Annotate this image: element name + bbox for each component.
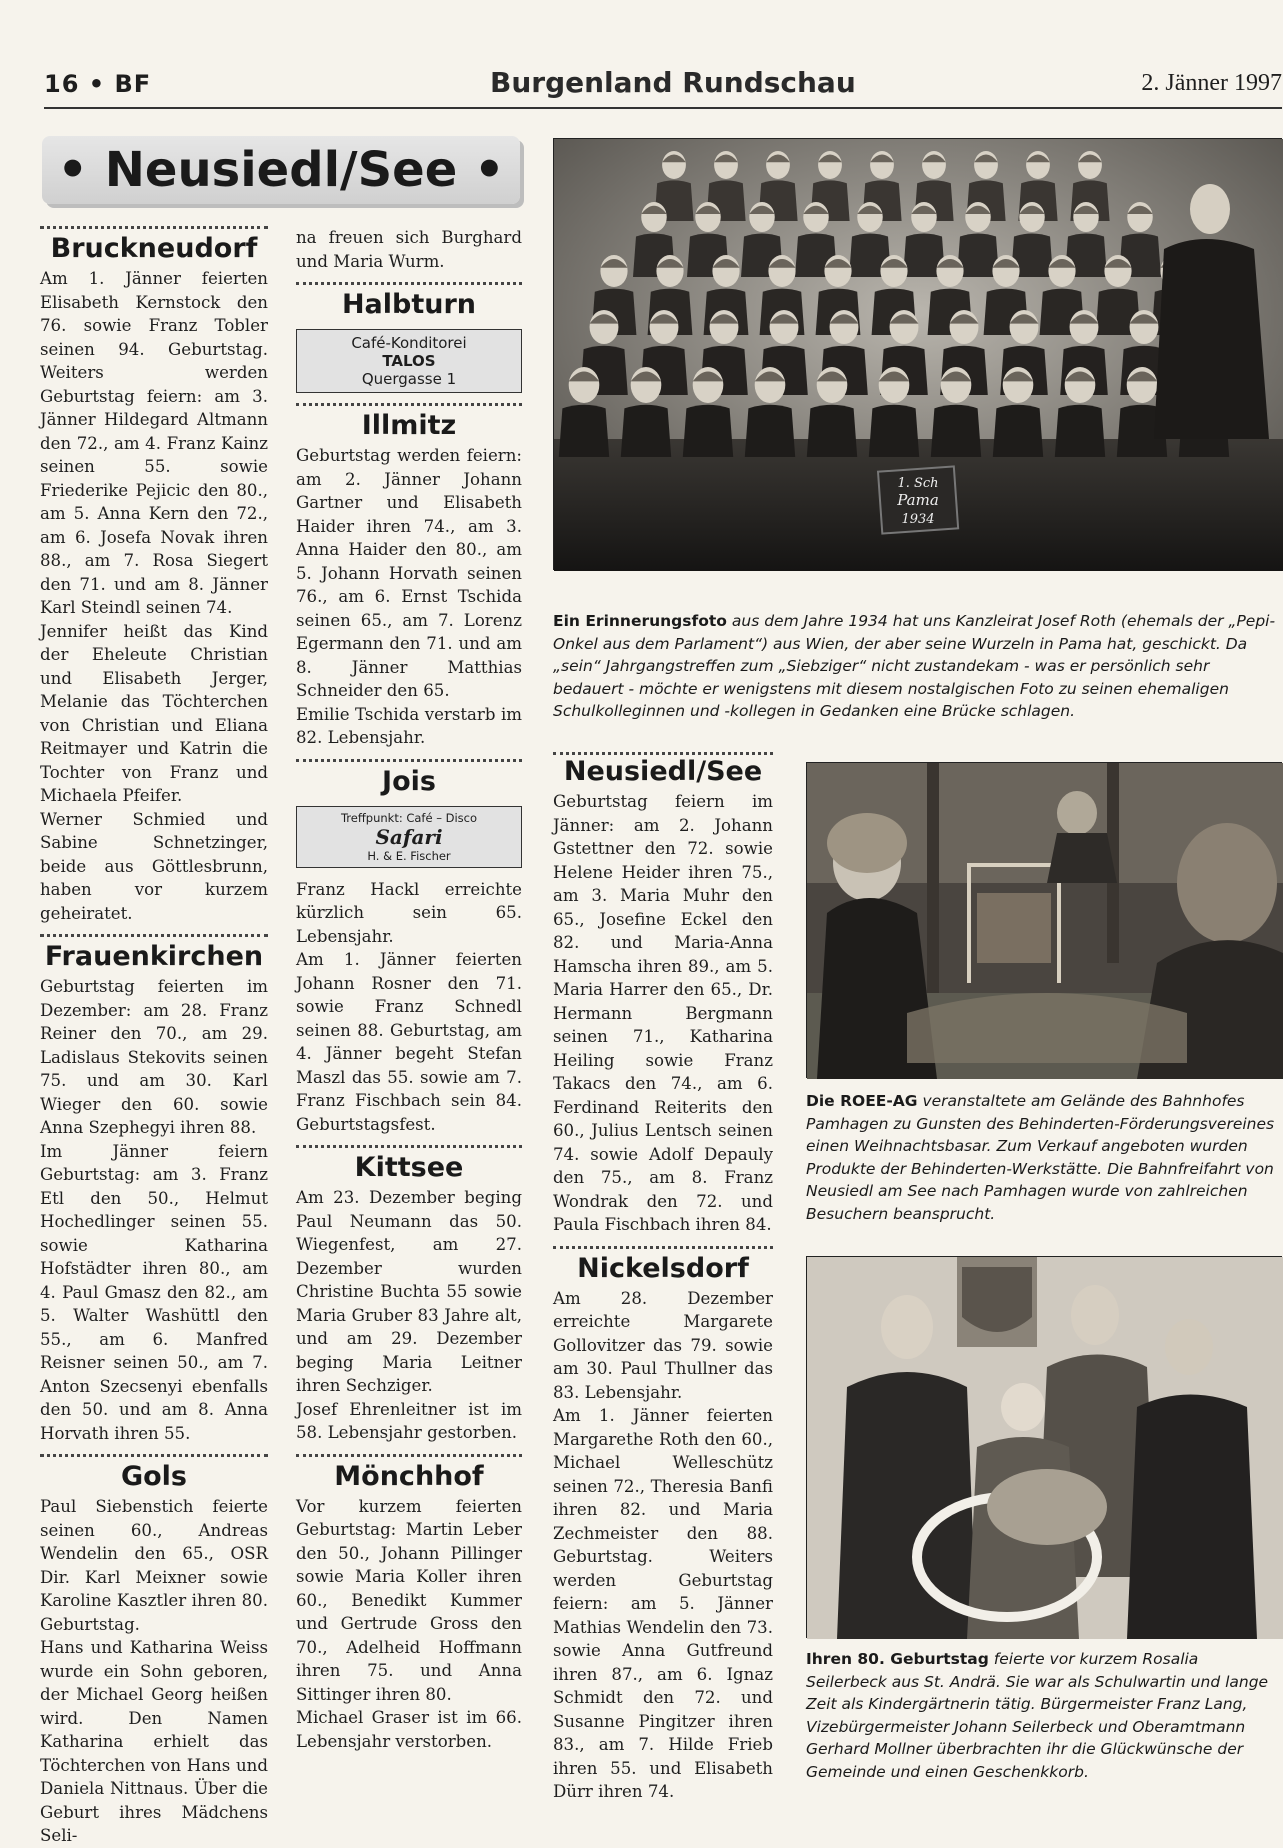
dotted-divider — [40, 1454, 268, 1457]
heading-jois: Jois — [382, 765, 436, 797]
basar-photo-image — [807, 763, 1283, 1079]
article-paragraph: Vor kurzem feierten Geburtstag: Martin Leber den 50., Johann Pillinger sowie Maria Koller ihren 60., Benedikt Kummer und Gertrude Gross den 70., Adelheid Hoffmann ihren 75. und Anna Sittinger ihren 80. — [296, 1496, 522, 1704]
article-paragraph: Am 1. Jänner feierten Margarethe Roth den 60., Michael Welleschütz seinen 72., Theresia Banfi ihren 82. und Maria Zechmeister den 88. Geburtstag. Weiters werden Geburtstag feiern: am 5. Jänner Mathias Wendelin den 73. sowie Anna Gutfreund ihren 87., am 6. Ignaz Schmidt den 72. und Susanne Pingitzer ihren 83., am 7. Hilde Frieb ihren 55. und Elisabeth Dürr ihren 74. — [553, 1406, 773, 1801]
heading-frauenkirchen: Frauenkirchen — [44, 941, 264, 972]
class-photo-image — [554, 139, 1283, 571]
heading-moenchhof: Mönchhof — [334, 1460, 484, 1492]
article-paragraph: Werner Schmied und Sabine Schnetzinger, beide aus Göttlesbrunn, haben vor kurzem geheiratet. — [40, 809, 268, 923]
caption-text: aus dem Jahre 1934 hat uns Kanzleirat Josef Roth (ehemals der „Pepi-Onkel aus dem Parlament“) aus Wien, der aber seine Wurzeln in Pama hat, geschickt. Da „sein“ Jahrgangstreffen zum „Siebziger“ nicht zustandekam - was er persönlich sehr bedauert - möchte er wenigstens mit diesem nostalgischen Foto zu seinen ehemaligen Schulkolleginnen und -kollegen in Gedanken eine Brücke schlagen. — [553, 612, 1276, 720]
slate-text: 1934 — [901, 512, 935, 527]
child-figure — [807, 405, 857, 457]
dotted-divider — [40, 934, 268, 937]
child-figure — [869, 405, 919, 457]
class-photo-caption — [553, 610, 1282, 730]
caption-lead: Ein Erinnerungsfoto — [553, 612, 727, 630]
article-paragraph: Michael Graser ist im 66. Lebensjahr verstorben. — [296, 1708, 522, 1751]
chalk-slate — [878, 466, 958, 533]
article-paragraph: Am 23. Dezember beging Paul Neumann das 50. Wiegenfest, am 27. Dezember wurden Christine Buchta 55 sowie Maria Gruber 83 Jahre alt, und am 29. Dezember beging Maria Leitner ihren Sechziger. — [296, 1188, 522, 1395]
heading-gols: Gols — [120, 1461, 188, 1492]
child-figure — [683, 405, 733, 457]
ad-brand: Safari — [375, 824, 443, 849]
column-3 — [553, 756, 773, 1801]
article-paragraph: Am 28. Dezember erreichte Margarete Gollovitzer das 79. sowie am 30. Paul Thullner das 83. Lebensjahr. — [553, 1288, 773, 1402]
caption-lead: Ihren 80. Geburtstag — [806, 1650, 989, 1668]
article-paragraph: Hans und Katharina Weiss wurde ein Sohn geboren, der Michael Georg heißen wird. Den Namen Katharina erhielt das Töchterchen von Hans und Daniela Nittnaus. Über die Geburt ihres Mädchens Seli- — [40, 1638, 268, 1845]
class-photo-1934 — [553, 138, 1282, 570]
column-2 — [296, 226, 522, 1792]
slate-text: Pama — [897, 491, 939, 509]
birthday-photo-image — [807, 1257, 1283, 1639]
ad-line: Treffpunkt: Café – Disco — [340, 810, 478, 825]
heading-nickelsdorf: Nickelsdorf — [577, 1252, 749, 1284]
caption-text: veranstaltete am Gelände des Bahnhofes Pamhagen zu Gunsten des Behinderten-Förderungsvereines einen Weihnachtsbasar. Zum Verkauf angeboten wurden Produkte der Behinderten-Werkstätte. Die Bahnfreifahrt von Neusiedl am See nach Pamhagen wurde von zahlreichen Besuchern beansprucht. — [806, 1092, 1275, 1223]
teacher-figure — [1154, 239, 1269, 439]
ad-address: Quergasse 1 — [361, 370, 457, 388]
heading-halbturn: Halbturn — [341, 289, 477, 320]
article-paragraph: Geburtstag feiern im Jänner: am 2. Johann Gstettner den 72. sowie Helene Heider ihren 75., am 3. Maria Muhr den 65., Josefine Eckel den 82. und Maria-Anna Hamscha ihren 89., am 5. Maria Harrer den 65., Dr. Hermann Bergmann seinen 71., Katharina Heiling sowie Franz Takacs den 74., am 6. Ferdinand Reiterits den 60., Julius Lentsch seinen 74. sowie Adolf Depauly den 75., am 8. Franz Wondrak den 72. und Paula Fischbach ihren 84. — [553, 792, 773, 1234]
birthday-photo-caption — [806, 1648, 1282, 1794]
article-paragraph: Paul Siebenstich feierte seinen 60., Andreas Wendelin den 65., OSR Dir. Karl Meixner sowie Karoline Kasztler ihren 80. Geburtstag. — [40, 1497, 268, 1634]
dotted-divider — [296, 759, 522, 762]
page-number: 16 • BF — [44, 70, 152, 98]
newspaper-title: Burgenland Rundschau — [490, 66, 856, 99]
child-figure — [993, 405, 1043, 457]
teacher-face — [1190, 184, 1230, 234]
basar-photo — [806, 762, 1282, 1078]
ad-line: Café-Konditorei — [351, 334, 467, 352]
child-figure — [621, 405, 671, 457]
heading-kittsee: Kittsee — [354, 1152, 464, 1183]
article-paragraph: Josef Ehrenleitner ist im 58. Lebensjahr gestorben. — [296, 1399, 522, 1442]
article-paragraph: Franz Hackl erreichte kürzlich sein 65. Lebensjahr. — [296, 879, 522, 946]
article-paragraph: Im Jänner feiern Geburtstag: am 3. Franz Etl den 50., Helmut Hochedlinger seinen 55. sowie Katharina Hofstädter ihren 80., am 4. Paul Gmasz den 82., am 5. Walter Washüttl den 55., am 6. Manfred Reisner seinen 50., am 7. Anton Szecsenyi ebenfalls den 50. und am 8. Anna Horvath ihren 55. — [40, 1141, 268, 1443]
column-1 — [40, 220, 268, 1845]
caption-lead: Die ROEE-AG — [806, 1092, 918, 1110]
article-paragraph: Geburtstag werden feiern: am 2. Jänner Johann Gartner und Elisabeth Haider ihren 74., am 3. Anna Haider den 80., am 5. Johann Horvath seinen 76., am 6. Ernst Tschida seinen 65., am 7. Lorenz Egermann den 71. und am 8. Jänner Matthias Schneider den 65. — [296, 446, 522, 700]
child-figure — [1055, 405, 1105, 457]
article-paragraph: na freuen sich Burghard und Maria Wurm. — [296, 228, 522, 271]
basar-photo-caption — [806, 1090, 1282, 1232]
header-rule — [44, 107, 1282, 109]
heading-bruckneudorf: Bruckneudorf — [50, 233, 258, 264]
article-paragraph: Emilie Tschida verstarb im 82. Lebensjahr. — [296, 704, 522, 747]
heading-illmitz: Illmitz — [361, 410, 457, 441]
dotted-divider — [296, 1145, 522, 1148]
child-figure — [559, 405, 609, 457]
ad-owner: H. & E. Fischer — [367, 848, 451, 863]
article-paragraph: Am 1. Jänner feierten Johann Rosner den 71. sowie Franz Schnedl seinen 88. Geburtstag, am 4. Jänner begeht Stefan Maszl das 55. sowie am 7. Franz Fischbach sein 84. Geburtstagsfest. — [296, 950, 522, 1134]
ad-brand: TALOS — [382, 352, 436, 370]
dotted-divider — [553, 752, 773, 755]
dotted-divider — [296, 403, 522, 406]
heading-neusiedl: Neusiedl/See — [563, 756, 763, 787]
child-figure — [931, 405, 981, 457]
section-banner: • Neusiedl/See • — [42, 136, 520, 204]
child-figure — [745, 405, 795, 457]
advertisement-talos — [296, 329, 522, 393]
advertisement-safari — [296, 806, 522, 868]
slate-text: 1. Sch — [897, 476, 939, 491]
dotted-divider — [296, 1454, 522, 1457]
birthday-photo — [806, 1256, 1282, 1638]
dotted-divider — [553, 1246, 773, 1249]
dotted-divider — [296, 282, 522, 285]
dotted-divider — [40, 226, 268, 229]
article-paragraph: Jennifer heißt das Kind der Eheleute Christian und Elisabeth Jerger, Melanie das Töchterchen von Christian und Eliana Reitmayer und Katrin die Tochter von Franz und Michaela Pfeifer. — [40, 621, 268, 805]
caption-text: feierte vor kurzem Rosalia Seilerbeck aus St. Andrä. Sie war als Schulwartin und lange Zeit als Kindergärtnerin tätig. Bürgermeister Franz Lang, Vizebürgermeister Johann Seilerbeck und Oberamtmann Gerhard Mollner überbrachten ihr die Glückwünsche der Gemeinde und einen Geschenkkorb. — [806, 1650, 1269, 1781]
article-paragraph: Geburtstag feierten im Dezember: am 28. Franz Reiner den 70., am 29. Ladislaus Stekovits seinen 75. und am 30. Karl Wieger den 60. sowie Anna Szephegyi ihren 88. — [40, 977, 268, 1137]
page-header — [44, 66, 1282, 106]
issue-date: 2. Jänner 1997 — [1141, 70, 1282, 96]
article-paragraph: Am 1. Jänner feierten Elisabeth Kernstock den 76. sowie Franz Tobler seinen 94. Geburtstag. Weiters werden Geburtstag feiern: am 3. Jänner Hildegard Altmann den 72., am 4. Franz Kainz seinen 55. sowie Friederike Pejicic den 80., am 5. Anna Kern den 72., am 6. Josefa Novak ihren 88., am 7. Rosa Siegert den 71. und am 8. Jänner Karl Steindl seinen 74. — [40, 269, 268, 617]
